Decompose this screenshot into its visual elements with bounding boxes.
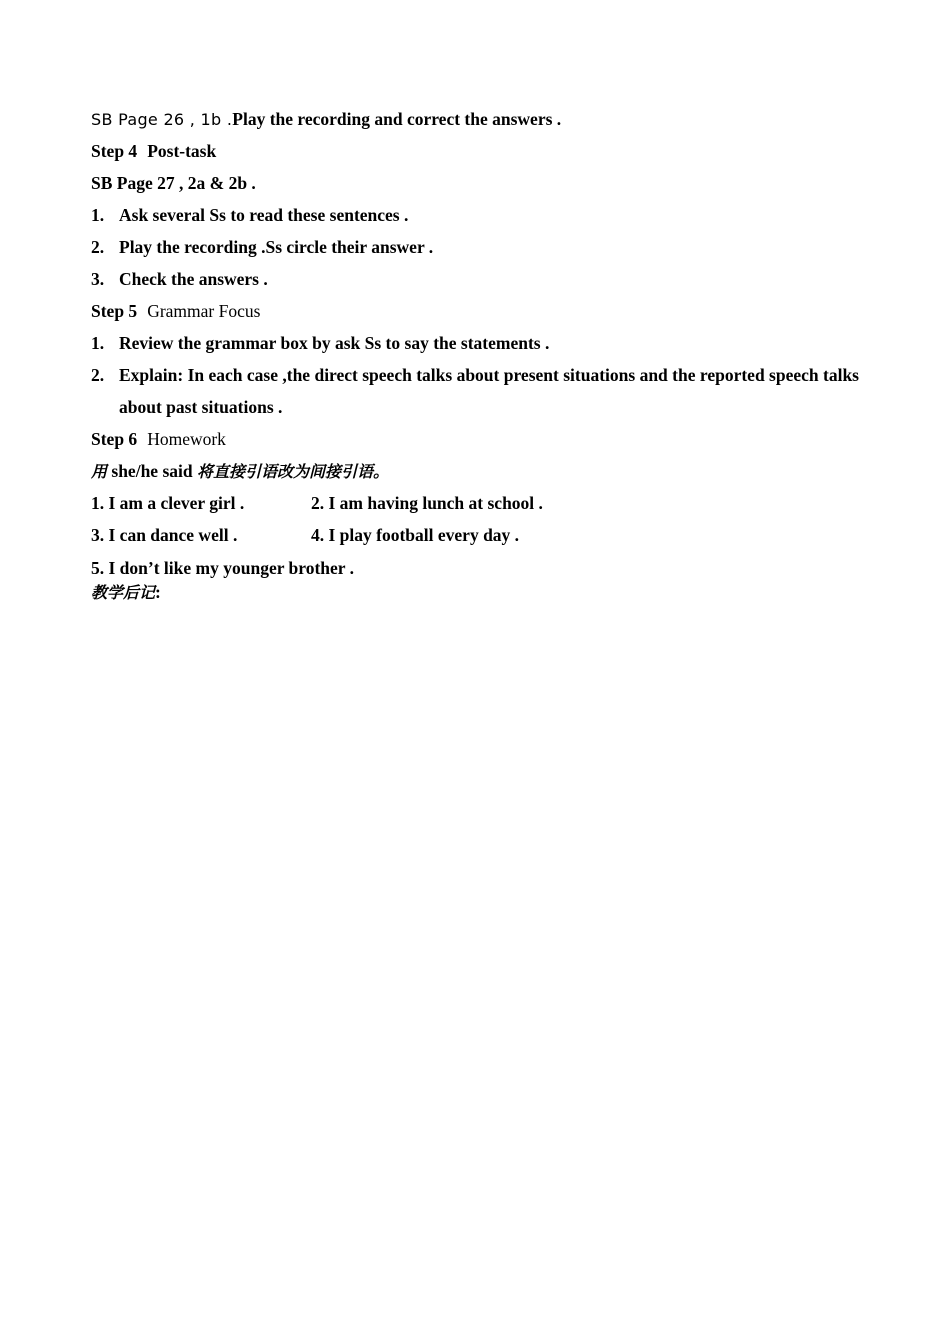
homework-row [91, 487, 859, 519]
item-text: Review the grammar box by ask Ss to say the statements . [119, 333, 550, 353]
homework-sentence: 3. I can dance well . [91, 525, 238, 545]
homework-sentence: 1. I am a clever girl . [91, 493, 245, 513]
intro-text: Play the recording and correct the answers . [232, 109, 562, 129]
step6-label: Step 6 [91, 429, 138, 449]
step6-title: Homework [147, 429, 226, 449]
intro-line [91, 103, 859, 135]
document-page [91, 103, 859, 603]
instruction-cjk-b: 将直接引语改为间接引语。 [196, 462, 389, 481]
homework-row [91, 551, 859, 581]
list-item [91, 231, 859, 263]
homework-sentence: 2. I am having lunch at school . [311, 493, 543, 513]
item-number: 3. [91, 269, 105, 289]
notes-colon: : [155, 582, 161, 602]
item-text: Explain: In each case ,the direct speech talks about present situations and the reported speech talks about past situations . [119, 365, 859, 417]
homework-sentence: 4. I play football every day . [311, 525, 520, 545]
item-number: 2. [91, 365, 105, 385]
step4-title: Post-task [147, 141, 217, 161]
step5-title: Grammar Focus [147, 301, 261, 321]
item-number: 2. [91, 237, 105, 257]
instruction-en: she/he said [107, 461, 197, 481]
item-text: Check the answers . [119, 269, 268, 289]
homework-sentence: 5. I don’t like my younger brother . [91, 558, 355, 578]
step5-heading [91, 295, 859, 327]
step6-heading [91, 423, 859, 455]
item-text: Ask several Ss to read these sentences . [119, 205, 409, 225]
step4-reference: SB Page 27 , 2a & 2b . [91, 173, 256, 193]
list-item [91, 359, 859, 423]
list-item [91, 199, 859, 231]
list-item [91, 327, 859, 359]
step5-label: Step 5 [91, 301, 138, 321]
step4-label: Step 4 [91, 141, 138, 161]
instruction-cjk-a: 用 [91, 462, 108, 481]
homework-row [91, 519, 859, 551]
item-text: Play the recording .Ss circle their answer . [119, 237, 434, 257]
intro-prefix: SB Page 26 , 1b . [91, 110, 233, 129]
item-number: 1. [91, 205, 105, 225]
item-number: 1. [91, 333, 105, 353]
notes-label: 教学后记 [91, 583, 156, 602]
homework-instruction [91, 455, 859, 487]
teaching-notes [91, 581, 859, 603]
step4-heading [91, 135, 859, 167]
list-item [91, 263, 859, 295]
